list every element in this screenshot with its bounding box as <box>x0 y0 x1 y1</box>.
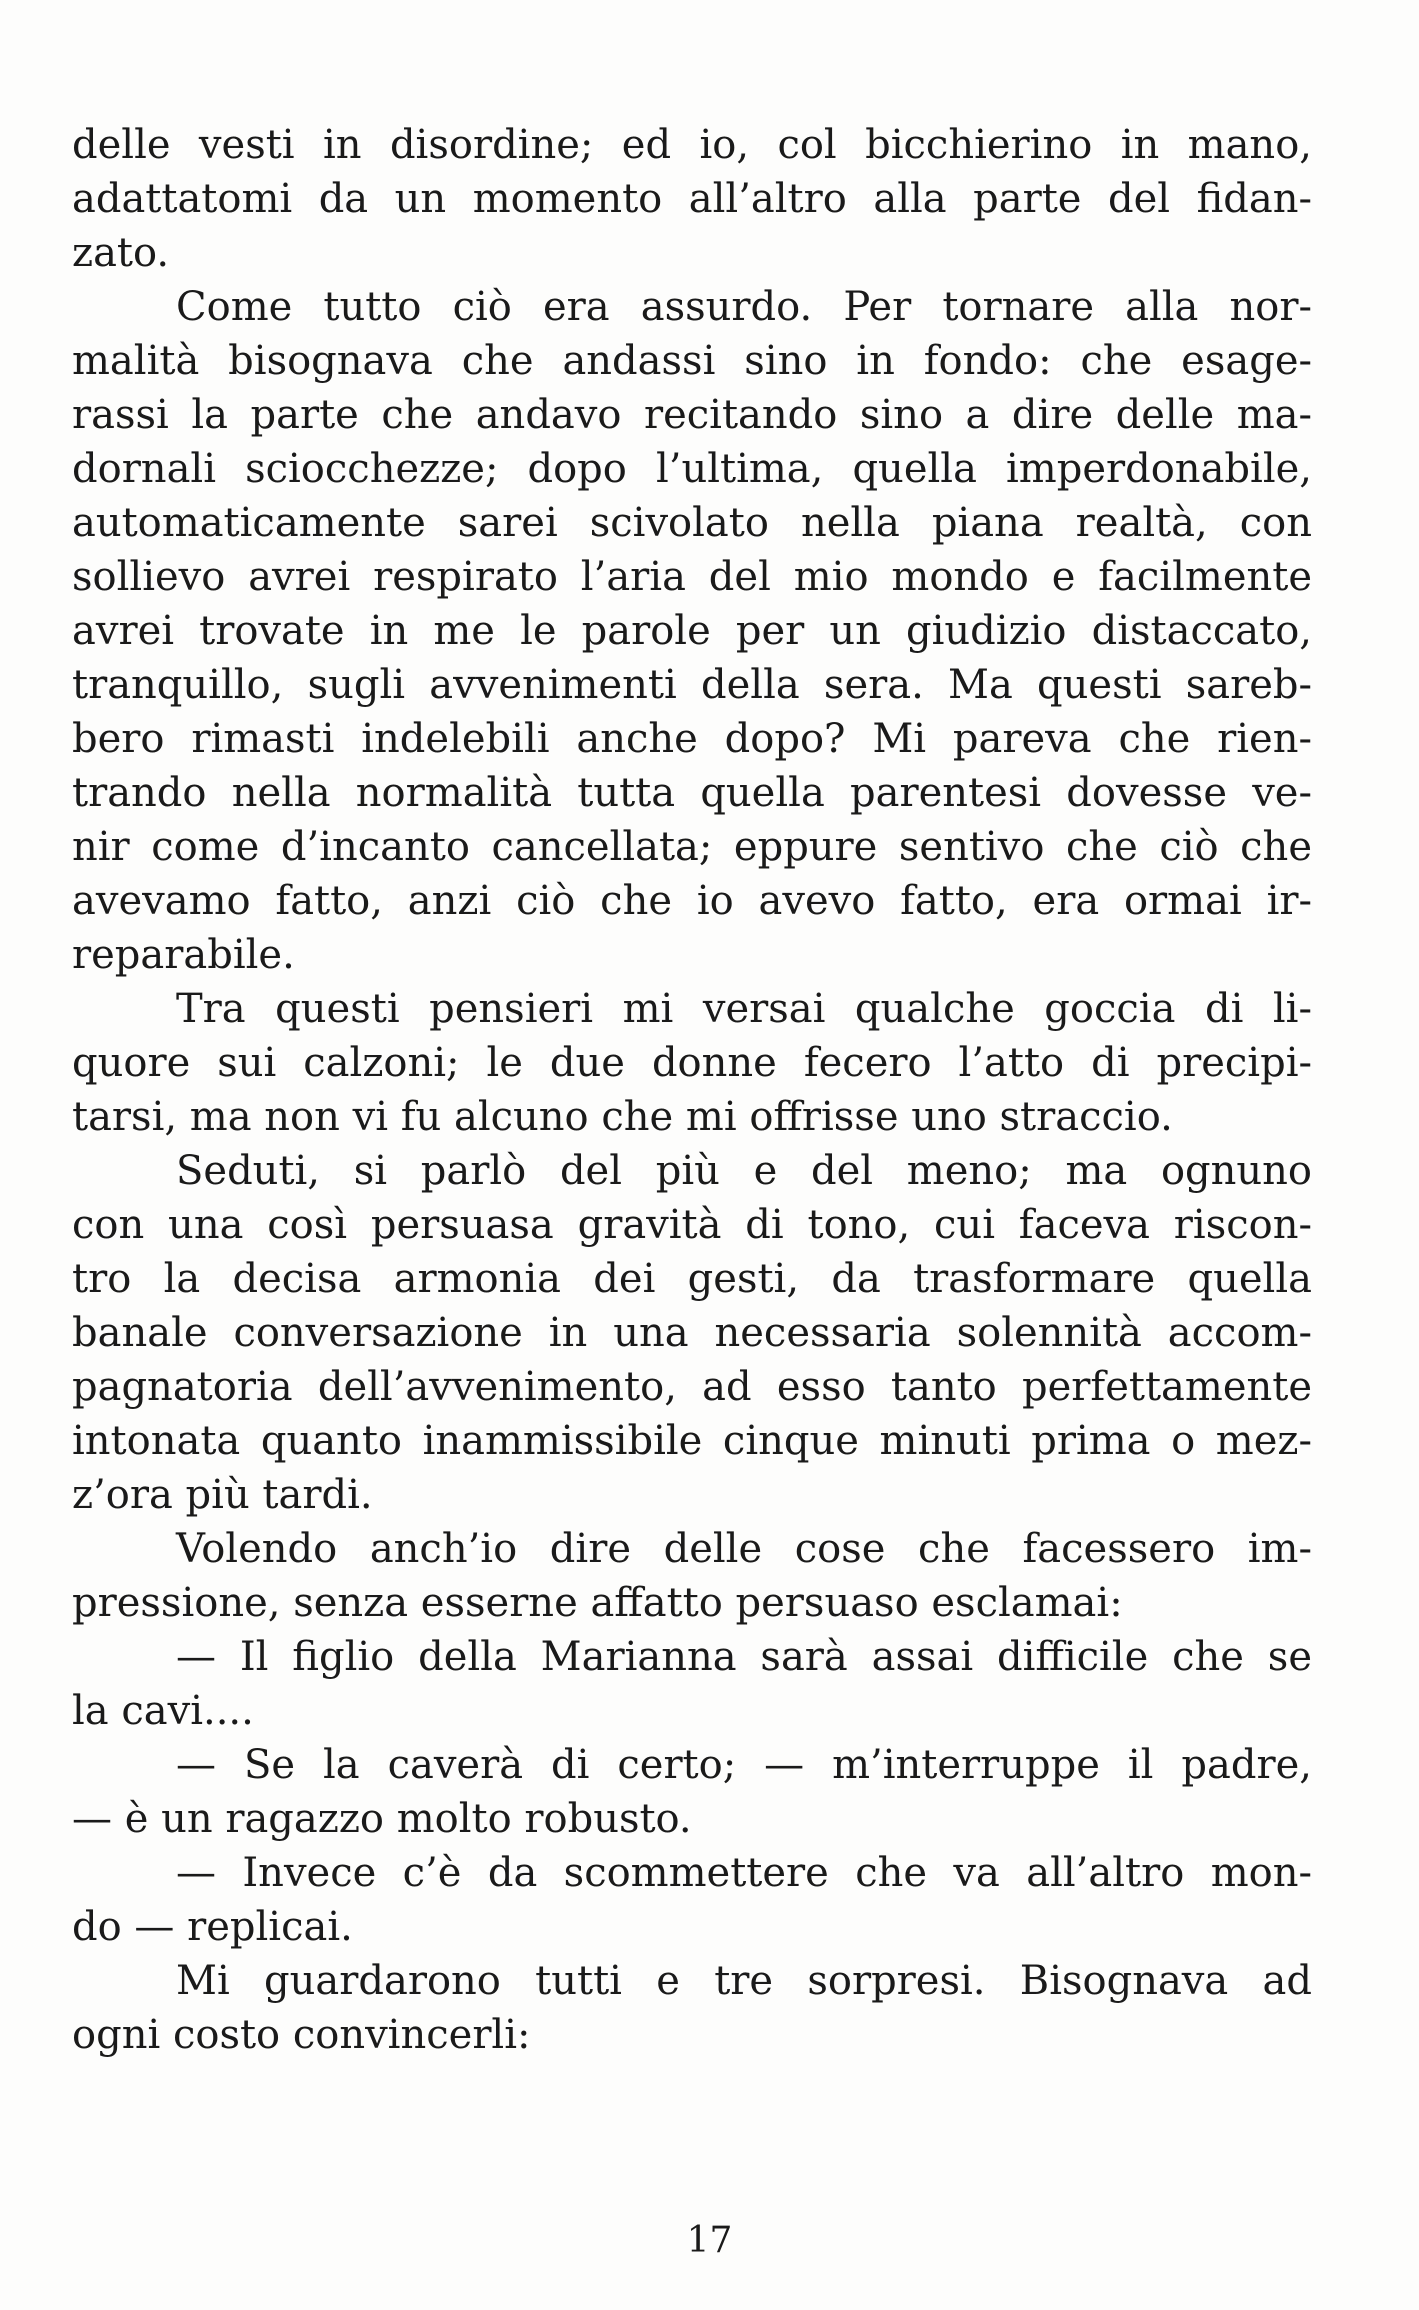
text-line: Tra questi pensieri mi versai qualche goccia di li- <box>176 986 1312 1032</box>
text-line: la cavi.... <box>72 1688 254 1734</box>
text-line: delle vesti in disordine; ed io, col bicchierino in mano, <box>72 122 1312 168</box>
text-line: Seduti, si parlò del più e del meno; ma ognuno <box>176 1148 1312 1194</box>
text-line: trando nella normalità tutta quella parentesi dovesse ve- <box>72 770 1312 816</box>
text-line: avevamo fatto, anzi ciò che io avevo fatto, era ormai ir- <box>72 878 1312 924</box>
text-line: Come tutto ciò era assurdo. Per tornare alla nor- <box>176 284 1312 330</box>
text-line: dornali sciocchezze; dopo l’ultima, quella imperdonabile, <box>72 446 1312 492</box>
text-line: reparabile. <box>72 932 295 978</box>
text-line: automaticamente sarei scivolato nella piana realtà, con <box>72 500 1312 546</box>
text-line: z’ora più tardi. <box>72 1472 373 1518</box>
text-line: zato. <box>72 230 170 276</box>
text-line: tranquillo, sugli avvenimenti della sera. Ma questi sareb- <box>72 662 1312 708</box>
text-line: tarsi, ma non vi fu alcuno che mi offrisse uno straccio. <box>72 1094 1173 1140</box>
text-line: tro la decisa armonia dei gesti, da trasformare quella <box>72 1256 1312 1302</box>
body-text <box>72 118 1312 2062</box>
text-line: adattatomi da un momento all’altro alla parte del fidan- <box>72 176 1312 222</box>
text-line: Mi guardarono tutti e tre sorpresi. Bisognava ad <box>176 1958 1312 2004</box>
text-line: avrei trovate in me le parole per un giudizio distaccato, <box>72 608 1312 654</box>
text-line: intonata quanto inammissibile cinque minuti prima o mez- <box>72 1418 1312 1464</box>
page-number: 17 <box>686 2220 733 2261</box>
text-line: nir come d’incanto cancellata; eppure sentivo che ciò che <box>72 824 1312 870</box>
text-line: — Invece c’è da scommettere che va all’altro mon- <box>176 1850 1312 1896</box>
text-line: pressione, senza esserne affatto persuaso esclamai: <box>72 1580 1123 1626</box>
text-line: quore sui calzoni; le due donne fecero l’atto di precipi- <box>72 1040 1312 1086</box>
text-line: pagnatoria dell’avvenimento, ad esso tanto perfettamente <box>72 1364 1312 1410</box>
text-line: ogni costo convincerli: <box>72 2012 531 2058</box>
text-line: malità bisognava che andassi sino in fondo: che esage- <box>72 338 1312 384</box>
text-line: do — replicai. <box>72 1904 353 1950</box>
text-line: banale conversazione in una necessaria solennità accom- <box>72 1310 1312 1356</box>
text-line: — Il figlio della Marianna sarà assai difficile che se <box>176 1634 1312 1680</box>
text-line: bero rimasti indelebili anche dopo? Mi pareva che rien- <box>72 716 1312 762</box>
text-line: sollievo avrei respirato l’aria del mio mondo e facilmente <box>72 554 1312 600</box>
text-line: Volendo anch’io dire delle cose che facessero im- <box>176 1526 1312 1572</box>
text-line: — Se la caverà di certo; — m’interruppe il padre, <box>176 1742 1312 1788</box>
text-line: con una così persuasa gravità di tono, cui faceva riscon- <box>72 1202 1312 1248</box>
text-line: — è un ragazzo molto robusto. <box>72 1796 692 1842</box>
text-line: rassi la parte che andavo recitando sino a dire delle ma- <box>72 392 1312 438</box>
